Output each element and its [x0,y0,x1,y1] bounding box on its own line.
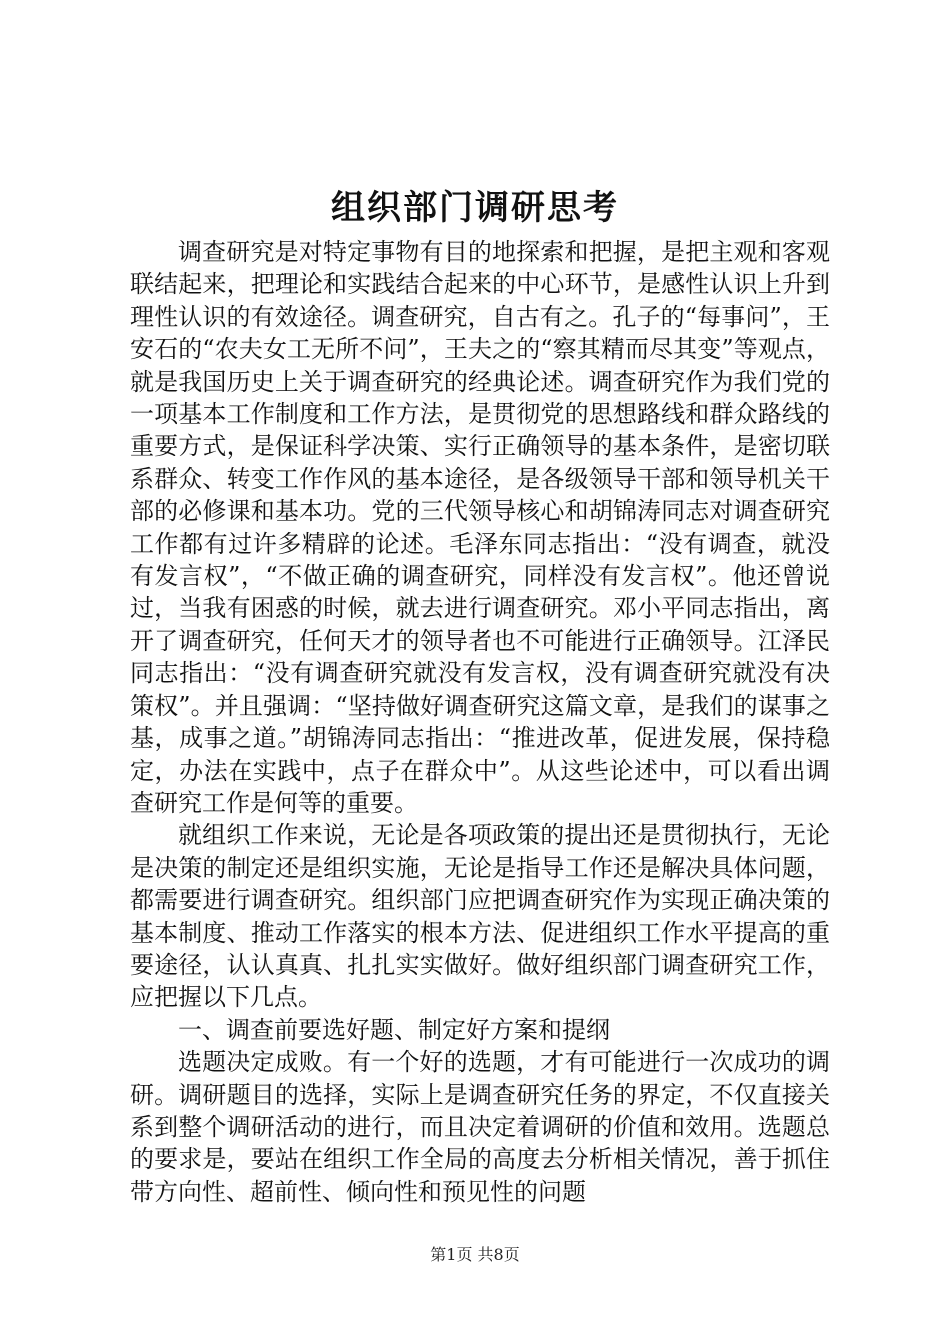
paragraph-intro: 调查研究是对特定事物有目的地探索和把握，是把主观和客观联结起来，把理论和实践结合起来的中心环节，是感性认识上升到理性认识的有效途径。调查研究，自古有之。孔子的“每事问”，王安石的“农夫女工无所不问”，王夫之的“察其精而尽其变”等观点，就是我国历史上关于调查研究的经典论述。调查研究作为我们党的一项基本工作制度和工作方法，是贯彻党的思想路线和群众路线的重要方式，是保证科学决策、实行正确领导的基本条件，是密切联系群众、转变工作作风的基本途径，是各级领导干部和领导机关干部的必修课和基本功。党的三代领导核心和胡锦涛同志对调查研究工作都有过许多精辟的论述。毛泽东同志指出：“没有调查，就没有发言权”，“不做正确的调查研究，同样没有发言权”。他还曾说过，当我有困惑的时候，就去进行调查研究。邓小平同志指出，离开了调查研究，任何天才的领导者也不可能进行正确领导。江泽民同志指出：“没有调查研究就没有发言权，没有调查研究就没有决策权”。并且强调：“坚持做好调查研究这篇文章，是我们的谋事之基，成事之道。”胡锦涛同志指出：“推进改革，促进发展，保持稳定，办法在实践中，点子在群众中”。从这些论述中，可以看出调查研究工作是何等的重要。 [130,238,830,817]
section-heading: 一、调查前要选好题、制定好方案和提纲 [178,1015,610,1044]
paragraph-topic-selection: 选题决定成败。有一个好的选题，才有可能进行一次成功的调研。调研题目的选择，实际上是调查研究任务的界定，不仅直接关系到整个调研活动的进行，而且决定着调研的价值和效用。选题总的要求是，要站在组织工作全局的高度去分析相关情况，善于抓住带方向性、超前性、倾向性和预见性的问题 [130,1048,830,1206]
page-footer: 第1页 共8页 [430,1245,520,1264]
document-body [130,236,830,1208]
paragraph-organization-work: 就组织工作来说，无论是各项政策的提出还是贯彻执行，无论是决策的制定还是组织实施，无论是指导工作还是解决具体问题，都需要进行调查研究。组织部门应把调查研究作为实现正确决策的基本制度、推动工作落实的根本方法、促进组织工作水平提高的重要途径，认认真真、扎扎实实做好。做好组织部门调查研究工作，应把握以下几点。 [130,821,830,1012]
document-title: 组织部门调研思考 [331,188,619,228]
